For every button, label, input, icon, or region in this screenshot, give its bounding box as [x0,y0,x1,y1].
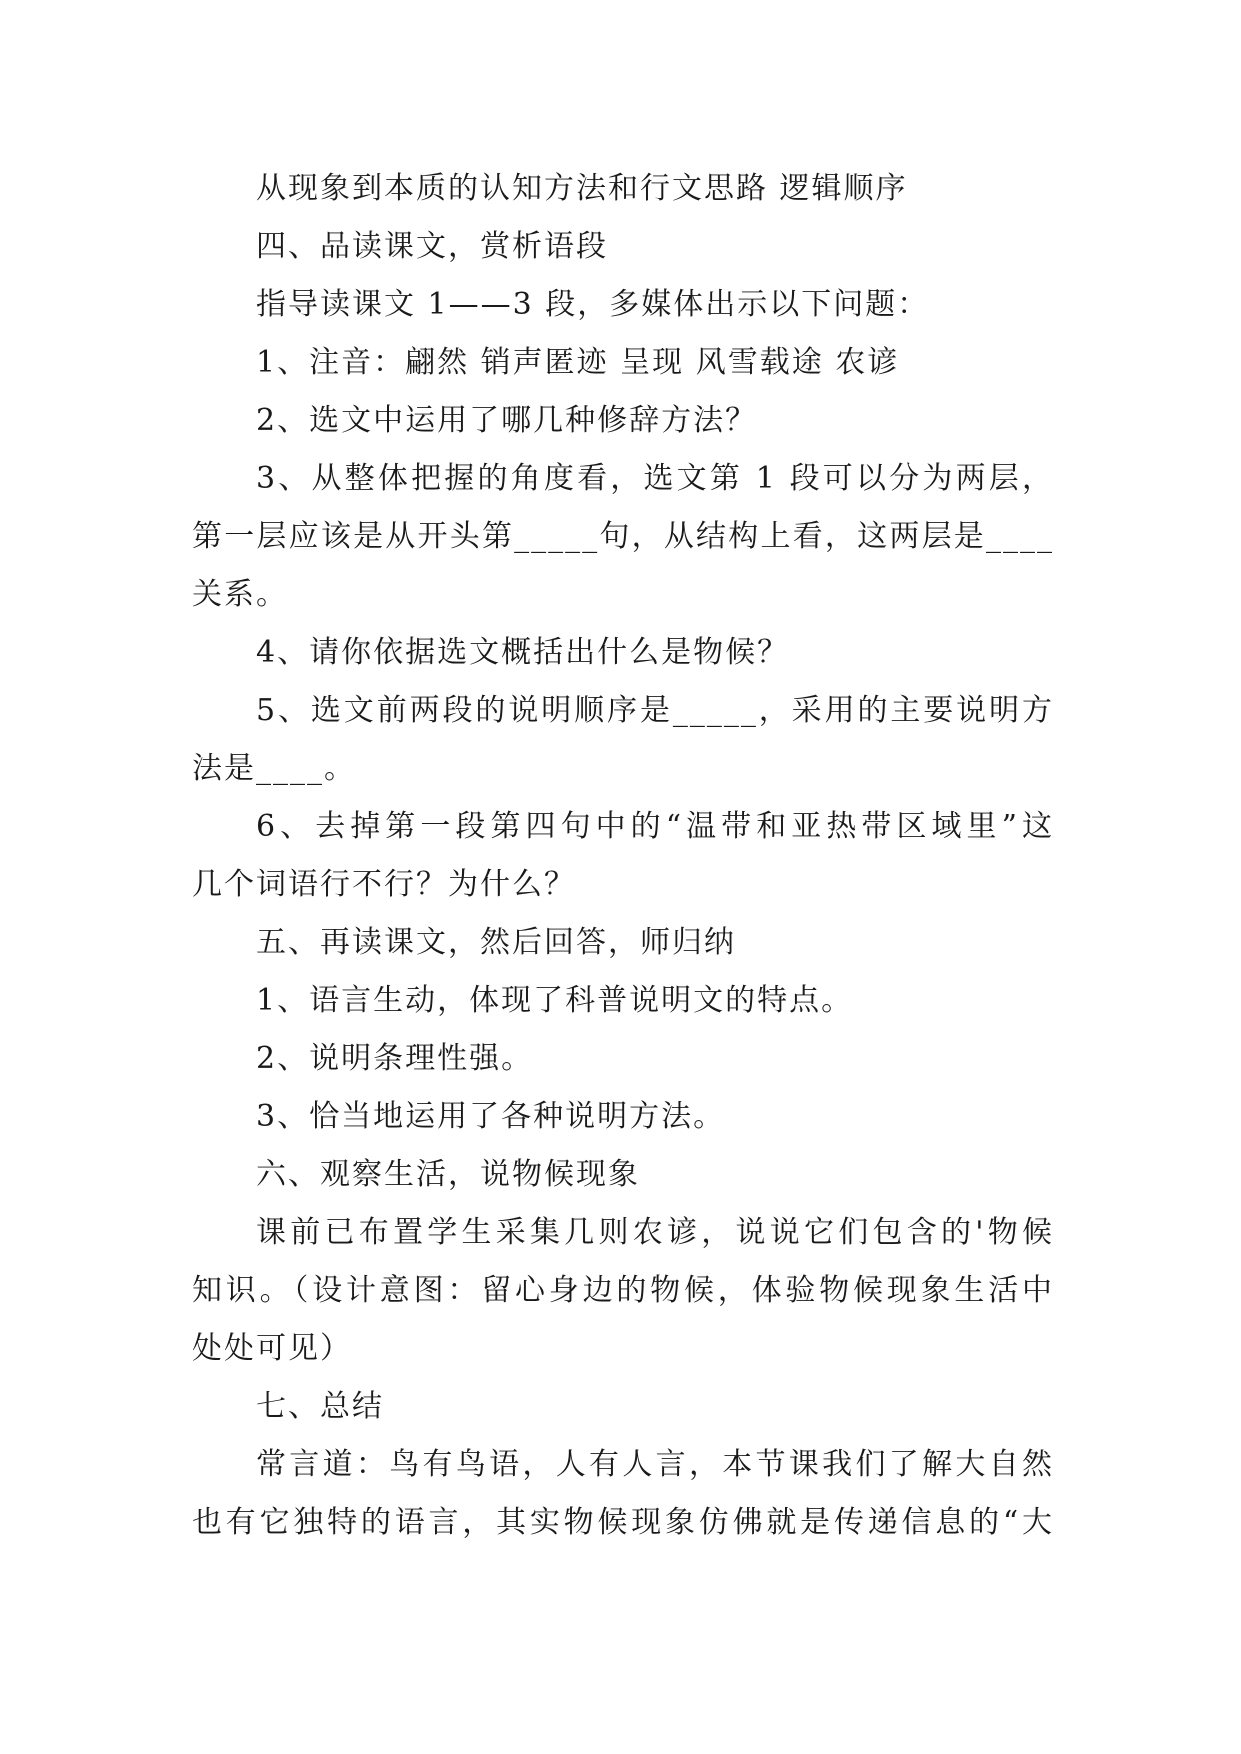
section-heading: 五、再读课文，然后回答，师归纳 [256,925,736,960]
text-line: 指导读课文 1——3 段，多媒体出示以下问题： [256,287,930,322]
question-item-continued: 第一层应该是从开头第_____句，从结构上看，这两层是____ [192,519,1054,554]
summary-item: 2、说明条理性强。 [256,1041,534,1076]
text-line: 从现象到本质的认知方法和行文思路 逻辑顺序 [256,171,908,206]
question-item: 5、选文前两段的说明顺序是_____，采用的主要说明方 [256,693,1054,728]
paragraph-line: 常言道：鸟有鸟语，人有人言，本节课我们了解大自然 [256,1447,1054,1482]
paragraph-line: 也有它独特的语言，其实物候现象仿佛就是传递信息的“大 [192,1505,1054,1540]
summary-item: 1、语言生动，体现了科普说明文的特点。 [256,983,854,1018]
paragraph-line: 处处可见） [192,1331,352,1366]
question-item: 4、请你依据选文概括出什么是物候？ [256,635,790,670]
question-item-continued: 几个词语行不行？为什么？ [192,867,576,902]
question-item: 1、注音：翩然 销声匿迹 呈现 风雪载途 农谚 [256,345,900,380]
question-item: 2、选文中运用了哪几种修辞方法？ [256,403,758,438]
section-heading: 四、品读课文，赏析语段 [256,229,608,264]
document-body [192,160,1054,1552]
question-item: 3、从整体把握的角度看，选文第 1 段可以分为两层， [256,461,1054,496]
question-item-continued: 法是____。 [192,751,356,786]
paragraph-line: 课前已布置学生采集几则农谚，说说它们包含的'物候 [256,1215,1054,1250]
question-item: 6、去掉第一段第四句中的“温带和亚热带区域里”这 [256,809,1054,844]
paragraph-line: 知识。（设计意图：留心身边的物候，体验物候现象生活中 [192,1273,1054,1308]
section-heading: 七、总结 [256,1389,384,1424]
section-heading: 六、观察生活，说物候现象 [256,1157,640,1192]
question-item-continued: 关系。 [192,577,288,612]
summary-item: 3、恰当地运用了各种说明方法。 [256,1099,726,1134]
